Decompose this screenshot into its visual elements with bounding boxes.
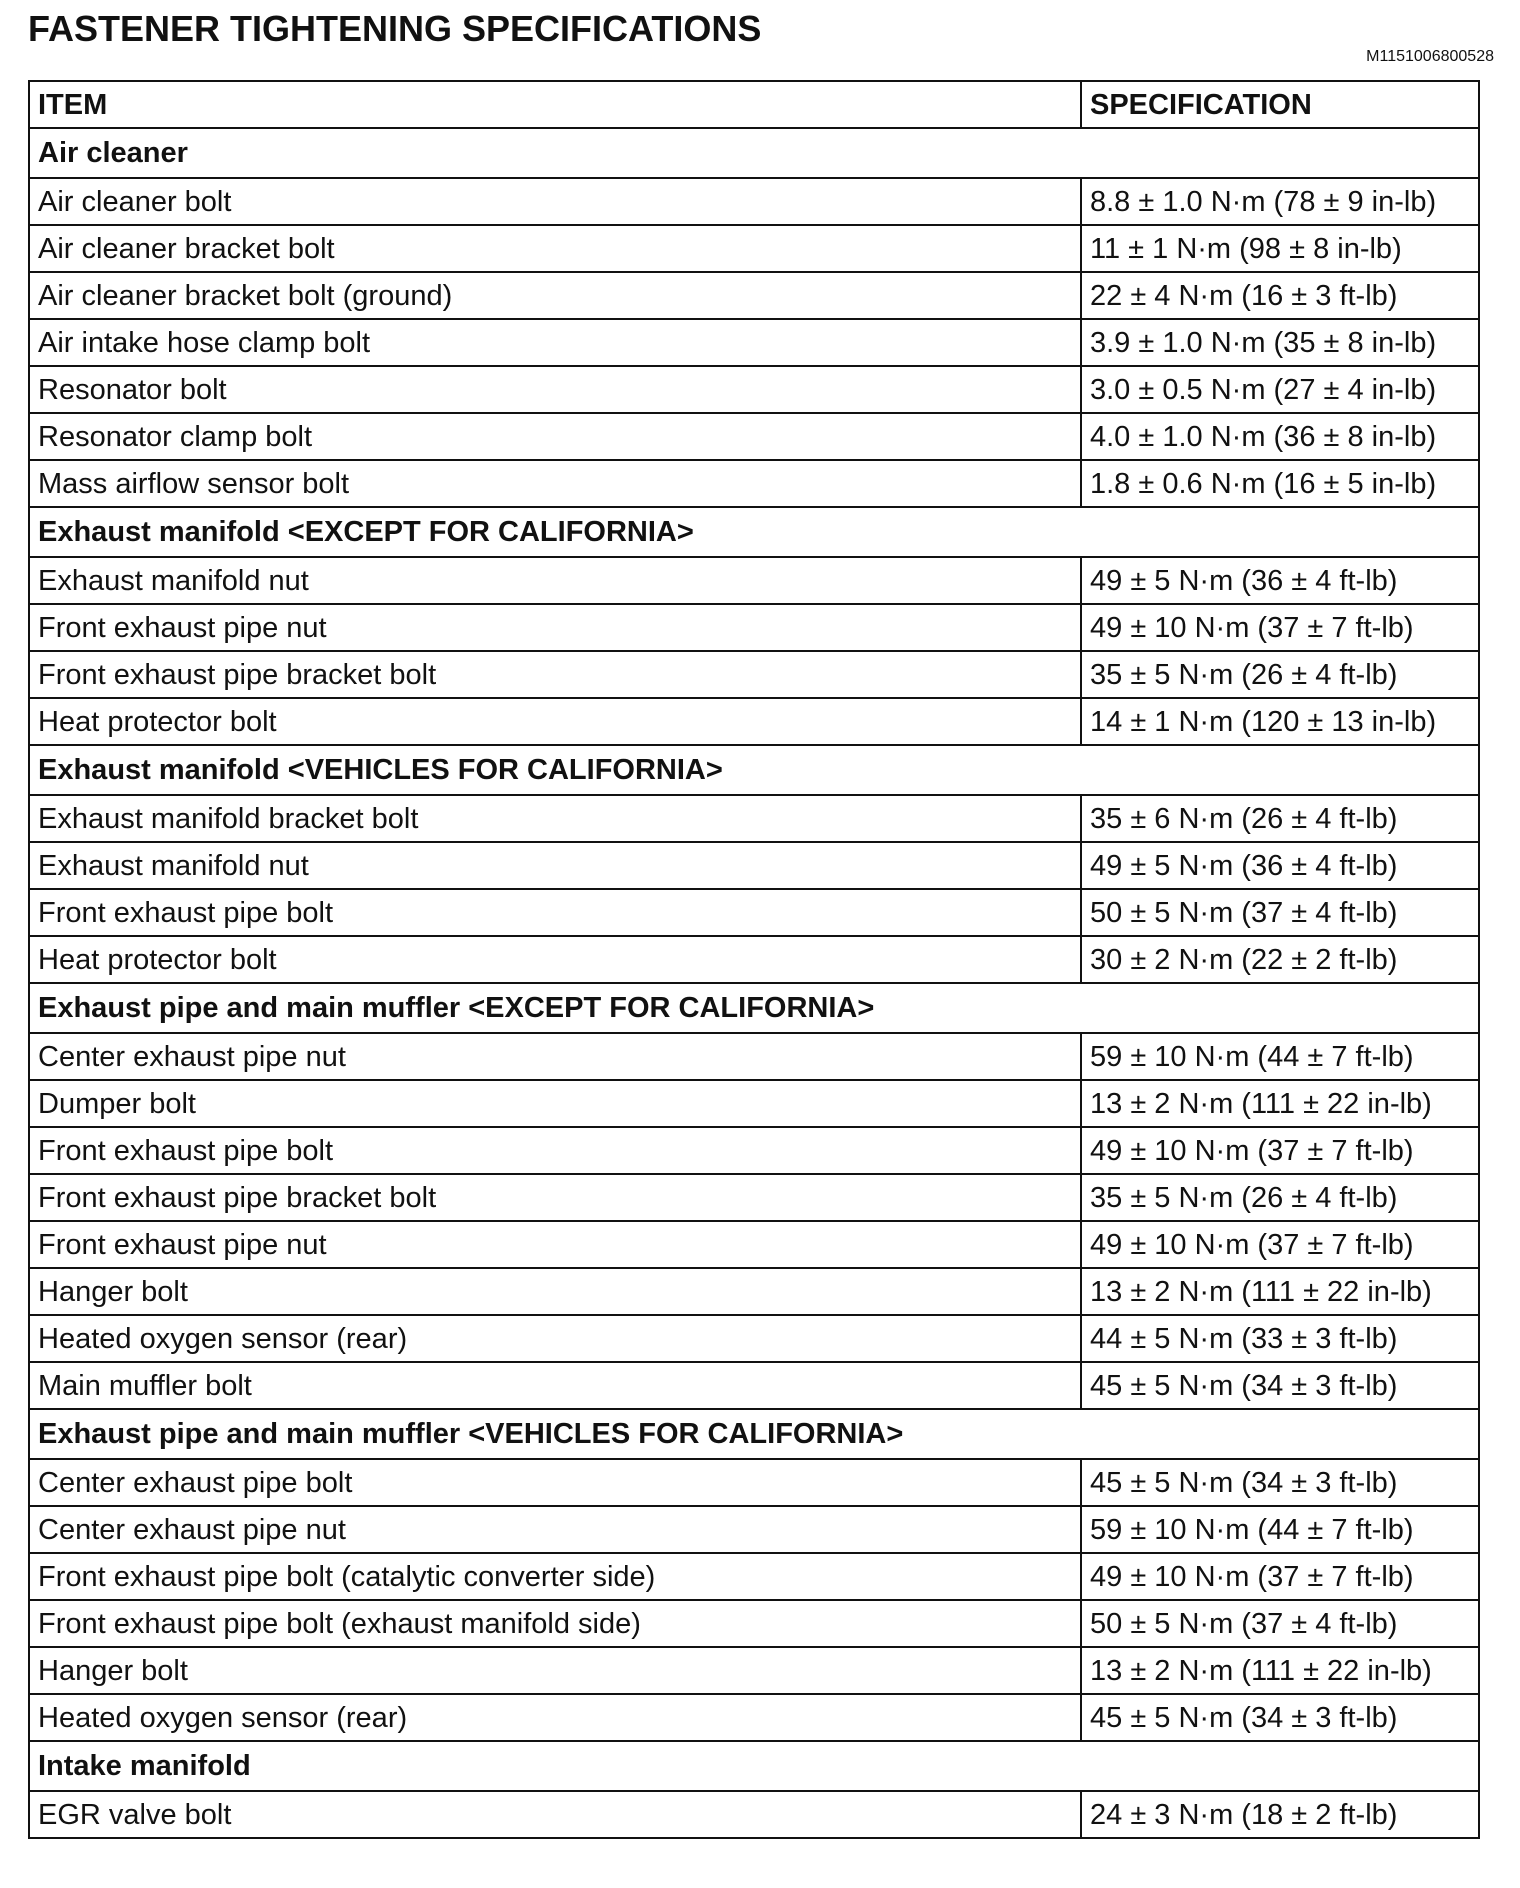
table-row: [29, 698, 1479, 745]
table-row: [29, 366, 1479, 413]
specification-cell: 3.9 ± 1.0 N·m (35 ± 8 in-lb): [1081, 319, 1479, 366]
table-row: [29, 889, 1479, 936]
specification-cell: 59 ± 10 N·m (44 ± 7 ft-lb): [1081, 1506, 1479, 1553]
section-header-row: [29, 507, 1479, 557]
item-cell: Exhaust manifold bracket bolt: [29, 795, 1081, 842]
item-cell: Air cleaner bolt: [29, 178, 1081, 225]
item-cell: Heat protector bolt: [29, 698, 1081, 745]
table-row: [29, 1221, 1479, 1268]
item-cell: Front exhaust pipe bolt (catalytic converter side): [29, 1553, 1081, 1600]
item-cell: Air cleaner bracket bolt: [29, 225, 1081, 272]
item-cell: Exhaust manifold nut: [29, 842, 1081, 889]
table-row: [29, 1459, 1479, 1506]
table-row: [29, 1033, 1479, 1080]
specification-cell: 44 ± 5 N·m (33 ± 3 ft-lb): [1081, 1315, 1479, 1362]
item-cell: Front exhaust pipe bolt (exhaust manifold side): [29, 1600, 1081, 1647]
table-body: [29, 128, 1479, 1838]
page-title: FASTENER TIGHTENING SPECIFICATIONS: [28, 8, 762, 49]
table-row: [29, 319, 1479, 366]
table-row: [29, 1506, 1479, 1553]
table-row: [29, 413, 1479, 460]
table-row: [29, 651, 1479, 698]
specification-table: [28, 80, 1480, 1839]
item-cell: Main muffler bolt: [29, 1362, 1081, 1409]
section-title: Air cleaner: [29, 128, 1479, 178]
specification-cell: 3.0 ± 0.5 N·m (27 ± 4 in-lb): [1081, 366, 1479, 413]
item-cell: Resonator clamp bolt: [29, 413, 1081, 460]
specification-cell: 49 ± 5 N·m (36 ± 4 ft-lb): [1081, 842, 1479, 889]
table-row: [29, 1315, 1479, 1362]
section-title: Exhaust pipe and main muffler <VEHICLES FOR CALIFORNIA>: [29, 1409, 1479, 1459]
specification-cell: 22 ± 4 N·m (16 ± 3 ft-lb): [1081, 272, 1479, 319]
section-title: Exhaust manifold <VEHICLES FOR CALIFORNIA>: [29, 745, 1479, 795]
document-code: M1151006800528: [1366, 48, 1494, 65]
specification-cell: 13 ± 2 N·m (111 ± 22 in-lb): [1081, 1268, 1479, 1315]
item-cell: Heated oxygen sensor (rear): [29, 1694, 1081, 1741]
table-row: [29, 272, 1479, 319]
specification-cell: 11 ± 1 N·m (98 ± 8 in-lb): [1081, 225, 1479, 272]
specification-cell: 59 ± 10 N·m (44 ± 7 ft-lb): [1081, 1033, 1479, 1080]
table-row: [29, 225, 1479, 272]
item-cell: Resonator bolt: [29, 366, 1081, 413]
table-row: [29, 842, 1479, 889]
item-cell: Exhaust manifold nut: [29, 557, 1081, 604]
table-row: [29, 1553, 1479, 1600]
specification-cell: 35 ± 5 N·m (26 ± 4 ft-lb): [1081, 651, 1479, 698]
section-header-row: [29, 1409, 1479, 1459]
item-cell: Hanger bolt: [29, 1268, 1081, 1315]
specification-cell: 50 ± 5 N·m (37 ± 4 ft-lb): [1081, 889, 1479, 936]
specification-cell: 35 ± 6 N·m (26 ± 4 ft-lb): [1081, 795, 1479, 842]
table-row: [29, 1600, 1479, 1647]
table-row: [29, 460, 1479, 507]
item-cell: Front exhaust pipe bracket bolt: [29, 651, 1081, 698]
specification-cell: 49 ± 10 N·m (37 ± 7 ft-lb): [1081, 1553, 1479, 1600]
item-cell: Heat protector bolt: [29, 936, 1081, 983]
specification-cell: 49 ± 5 N·m (36 ± 4 ft-lb): [1081, 557, 1479, 604]
table-row: [29, 1174, 1479, 1221]
section-title: Exhaust pipe and main muffler <EXCEPT FOR CALIFORNIA>: [29, 983, 1479, 1033]
table-row: [29, 936, 1479, 983]
table-row: [29, 1791, 1479, 1838]
item-cell: Front exhaust pipe bracket bolt: [29, 1174, 1081, 1221]
item-cell: Dumper bolt: [29, 1080, 1081, 1127]
specification-cell: 49 ± 10 N·m (37 ± 7 ft-lb): [1081, 1127, 1479, 1174]
specification-cell: 50 ± 5 N·m (37 ± 4 ft-lb): [1081, 1600, 1479, 1647]
table-row: [29, 1080, 1479, 1127]
item-cell: Mass airflow sensor bolt: [29, 460, 1081, 507]
table-row: [29, 178, 1479, 225]
specification-cell: 4.0 ± 1.0 N·m (36 ± 8 in-lb): [1081, 413, 1479, 460]
specification-cell: 49 ± 10 N·m (37 ± 7 ft-lb): [1081, 604, 1479, 651]
item-cell: Front exhaust pipe nut: [29, 1221, 1081, 1268]
item-cell: Front exhaust pipe nut: [29, 604, 1081, 651]
specification-cell: 45 ± 5 N·m (34 ± 3 ft-lb): [1081, 1694, 1479, 1741]
table-row: [29, 795, 1479, 842]
specification-cell: 8.8 ± 1.0 N·m (78 ± 9 in-lb): [1081, 178, 1479, 225]
item-cell: Hanger bolt: [29, 1647, 1081, 1694]
item-cell: Center exhaust pipe bolt: [29, 1459, 1081, 1506]
table-row: [29, 604, 1479, 651]
table-header-row: [29, 81, 1479, 128]
table-row: [29, 1362, 1479, 1409]
table-row: [29, 1694, 1479, 1741]
specification-cell: 13 ± 2 N·m (111 ± 22 in-lb): [1081, 1647, 1479, 1694]
section-title: Intake manifold: [29, 1741, 1479, 1791]
specification-cell: 35 ± 5 N·m (26 ± 4 ft-lb): [1081, 1174, 1479, 1221]
item-cell: Air intake hose clamp bolt: [29, 319, 1081, 366]
item-cell: Center exhaust pipe nut: [29, 1506, 1081, 1553]
specification-cell: 30 ± 2 N·m (22 ± 2 ft-lb): [1081, 936, 1479, 983]
section-title: Exhaust manifold <EXCEPT FOR CALIFORNIA>: [29, 507, 1479, 557]
table-row: [29, 1127, 1479, 1174]
item-cell: Front exhaust pipe bolt: [29, 1127, 1081, 1174]
section-header-row: [29, 983, 1479, 1033]
section-header-row: [29, 745, 1479, 795]
column-header-specification: SPECIFICATION: [1081, 81, 1479, 128]
item-cell: Air cleaner bracket bolt (ground): [29, 272, 1081, 319]
specification-cell: 24 ± 3 N·m (18 ± 2 ft-lb): [1081, 1791, 1479, 1838]
table-row: [29, 557, 1479, 604]
specification-cell: 13 ± 2 N·m (111 ± 22 in-lb): [1081, 1080, 1479, 1127]
item-cell: Heated oxygen sensor (rear): [29, 1315, 1081, 1362]
item-cell: Front exhaust pipe bolt: [29, 889, 1081, 936]
table-row: [29, 1647, 1479, 1694]
specification-cell: 45 ± 5 N·m (34 ± 3 ft-lb): [1081, 1362, 1479, 1409]
specification-cell: 45 ± 5 N·m (34 ± 3 ft-lb): [1081, 1459, 1479, 1506]
column-header-item: ITEM: [29, 81, 1081, 128]
item-cell: EGR valve bolt: [29, 1791, 1081, 1838]
table-row: [29, 1268, 1479, 1315]
specification-cell: 14 ± 1 N·m (120 ± 13 in-lb): [1081, 698, 1479, 745]
specification-cell: 49 ± 10 N·m (37 ± 7 ft-lb): [1081, 1221, 1479, 1268]
section-header-row: [29, 128, 1479, 178]
section-header-row: [29, 1741, 1479, 1791]
item-cell: Center exhaust pipe nut: [29, 1033, 1081, 1080]
specification-cell: 1.8 ± 0.6 N·m (16 ± 5 in-lb): [1081, 460, 1479, 507]
